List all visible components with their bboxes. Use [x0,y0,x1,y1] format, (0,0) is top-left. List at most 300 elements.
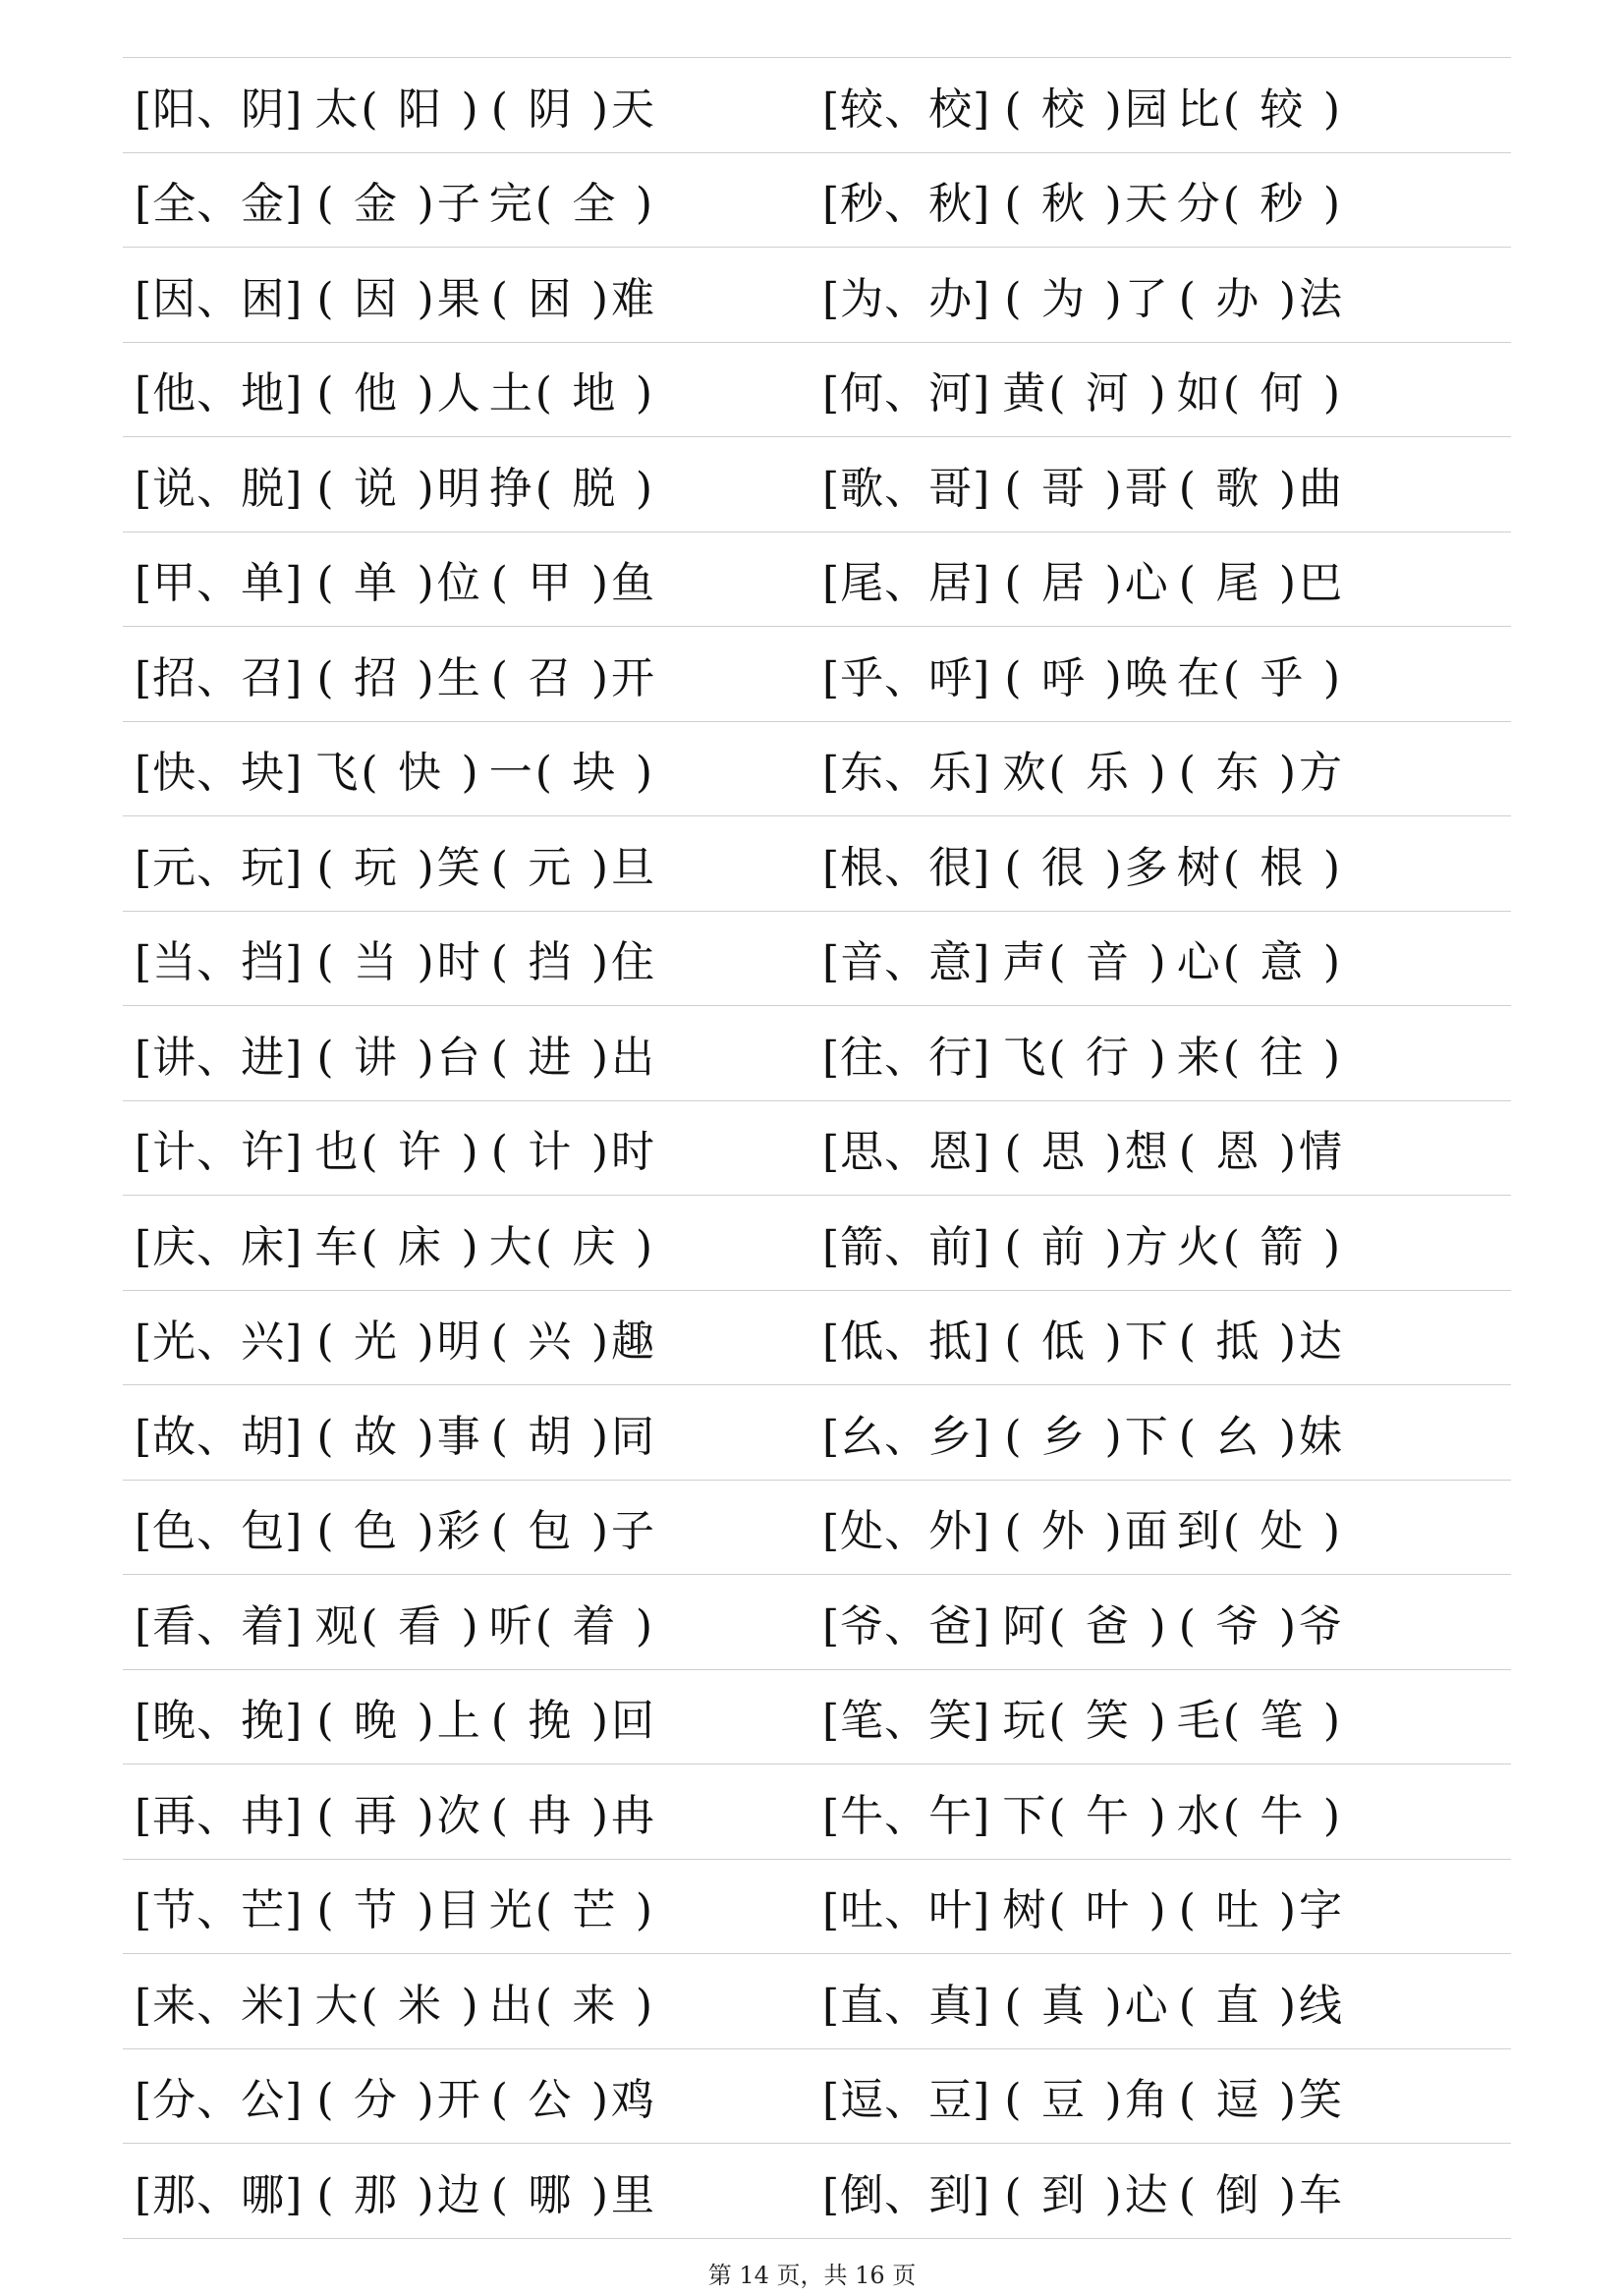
answer-character: 公 [528,2075,573,2126]
word-suffix: 妹 [1299,1411,1344,1462]
word-suffix: 了 [1124,273,1169,324]
open-paren: ( [490,84,509,135]
exercise-right-group [822,1385,1343,1480]
answer-blank [1004,74,1122,137]
word-suffix: 人 [436,368,481,420]
exercise-right-group [822,1101,1343,1196]
open-paren: ( [1048,1696,1067,1747]
close-paren: ) [1322,1506,1342,1557]
character-pair: [较、校] [822,84,991,135]
close-paren: ) [417,1316,435,1368]
character-pair: [再、冉] [135,1790,304,1841]
close-paren: ) [1278,463,1298,514]
close-paren: ) [635,368,654,420]
close-paren: ) [1104,558,1123,609]
character-pair: [逗、豆] [822,2075,991,2126]
open-paren: ( [1048,368,1067,420]
open-paren: ( [490,1316,509,1368]
close-paren: ) [1104,1980,1123,2031]
word-prefix: 观 [314,1600,360,1652]
open-paren: ( [1222,1221,1241,1272]
answer-blank [316,1875,434,1937]
open-paren: ( [1222,1790,1241,1841]
close-paren: ) [1322,652,1342,703]
close-paren: ) [1278,1316,1298,1368]
answer-character: 单 [354,558,399,609]
open-paren: ( [1004,273,1023,324]
answer-blank [1048,1022,1166,1085]
answer-character: 来 [572,1980,617,2031]
answer-character: 挽 [528,1696,573,1747]
answer-character: 前 [1041,1221,1087,1272]
word-prefix: 挣 [488,463,533,514]
word-suffix: 哥 [1124,463,1169,514]
close-paren: ) [417,937,435,988]
answer-blank [1223,643,1341,705]
answer-blank [1223,74,1341,137]
answer-blank [316,1685,434,1748]
exercise-left-group [135,2144,655,2238]
answer-character: 哪 [528,2169,573,2220]
exercise-left-group [135,1101,655,1196]
close-paren: ) [1104,1127,1123,1178]
answer-character: 午 [1086,1790,1131,1841]
answer-blank [1004,1116,1122,1179]
answer-blank [316,926,434,989]
word-prefix: 心 [1176,937,1221,988]
open-paren: ( [1222,652,1241,703]
word-suffix: 明 [436,463,481,514]
word-prefix: 树 [1176,842,1221,893]
answer-blank [1004,2064,1122,2127]
close-paren: ) [590,2169,610,2220]
character-pair: [庆、床] [135,1221,304,1272]
character-pair: [来、米] [135,1980,304,2031]
open-paren: ( [316,1032,335,1083]
character-pair: [东、乐] [822,748,991,799]
exercise-left-group [135,1481,655,1575]
word-suffix: 边 [436,2169,481,2220]
answer-blank [535,1875,653,1937]
open-paren: ( [361,1980,379,2031]
word-suffix: 唤 [1124,652,1169,703]
answer-character: 笑 [1086,1696,1131,1747]
open-paren: ( [534,1885,553,1936]
exercise-right-group [822,1196,1343,1290]
exercise-row [123,1670,1511,1765]
exercise-row [123,437,1511,532]
character-pair: [幺、乡] [822,1411,991,1462]
exercise-left-group [135,1860,655,1954]
answer-character: 秒 [1260,179,1305,230]
open-paren: ( [316,2169,335,2220]
word-prefix: 树 [1002,1885,1047,1936]
answer-character: 幺 [1215,1411,1260,1462]
answer-character: 处 [1260,1506,1305,1557]
word-suffix: 里 [611,2169,656,2220]
answer-blank [491,74,609,137]
answer-blank [1004,263,1122,326]
exercise-right-group [822,722,1343,816]
answer-blank [491,1685,609,1748]
answer-character: 往 [1260,1032,1305,1083]
exercise-right-group [822,1575,1343,1669]
character-pair: [歌、哥] [822,463,991,514]
page-footer: 第 14 页，共 16 页 [707,2262,917,2289]
open-paren: ( [490,2169,509,2220]
close-paren: ) [1104,273,1123,324]
exercise-left-group [135,1196,655,1290]
exercise-row [123,1385,1511,1481]
character-pair: [讲、进] [135,1032,304,1083]
answer-blank [535,1591,653,1653]
open-paren: ( [1048,1600,1067,1652]
exercise-row [123,248,1511,343]
close-paren: ) [1104,652,1123,703]
close-paren: ) [1148,368,1167,420]
answer-character: 哥 [1041,463,1087,514]
word-suffix: 子 [436,179,481,230]
character-pair: [音、意] [822,937,991,988]
answer-blank [1179,737,1297,800]
answer-character: 牛 [1260,1790,1305,1841]
answer-character: 逗 [1215,2075,1260,2126]
close-paren: ) [1148,937,1167,988]
word-suffix: 笑 [436,842,481,893]
word-prefix: 比 [1176,84,1221,135]
open-paren: ( [1004,558,1023,609]
close-paren: ) [417,1411,435,1462]
open-paren: ( [1004,1221,1023,1272]
answer-character: 乐 [1086,748,1131,799]
word-suffix: 笑 [1299,2075,1344,2126]
close-paren: ) [1148,1790,1167,1841]
close-paren: ) [1278,2075,1298,2126]
answer-character: 校 [1041,84,1087,135]
open-paren: ( [1048,1032,1067,1083]
close-paren: ) [461,1980,479,2031]
answer-blank [491,1401,609,1464]
answer-character: 招 [354,652,399,703]
close-paren: ) [1278,1980,1298,2031]
close-paren: ) [635,1600,654,1652]
answer-blank [1223,1495,1341,1558]
word-suffix: 天 [611,84,656,135]
close-paren: ) [461,748,479,799]
character-pair: [阳、阴] [135,84,304,135]
answer-blank [535,737,653,800]
answer-blank [491,926,609,989]
open-paren: ( [1178,558,1197,609]
answer-blank [1004,643,1122,705]
close-paren: ) [1104,84,1123,135]
close-paren: ) [1278,558,1298,609]
exercise-left-group [135,816,655,911]
open-paren: ( [1222,368,1241,420]
exercise-left-group [135,1291,655,1385]
word-suffix: 方 [1124,1221,1169,1272]
word-suffix: 线 [1299,1980,1344,2031]
open-paren: ( [534,463,553,514]
close-paren: ) [635,748,654,799]
word-suffix: 天 [1124,179,1169,230]
exercise-left-group [135,343,655,437]
answer-blank [361,1591,478,1653]
close-paren: ) [417,2169,435,2220]
open-paren: ( [1048,937,1067,988]
character-pair: [甲、单] [135,558,304,609]
exercise-row [123,1860,1511,1955]
close-paren: ) [417,1885,435,1936]
open-paren: ( [490,1696,509,1747]
open-paren: ( [316,1316,335,1368]
answer-blank [1223,168,1341,231]
word-prefix: 大 [488,1221,533,1272]
word-prefix: 火 [1176,1221,1221,1272]
word-suffix: 冉 [611,1790,656,1841]
open-paren: ( [361,84,379,135]
close-paren: ) [417,1696,435,1747]
character-pair: [爷、爸] [822,1600,991,1652]
character-pair: [倒、到] [822,2169,991,2220]
close-paren: ) [461,1221,479,1272]
open-paren: ( [316,652,335,703]
close-paren: ) [590,652,610,703]
open-paren: ( [1178,2169,1197,2220]
answer-character: 爷 [1215,1600,1260,1652]
open-paren: ( [534,368,553,420]
word-suffix: 目 [436,1885,481,1936]
open-paren: ( [1222,1506,1241,1557]
character-pair: [思、恩] [822,1127,991,1178]
answer-blank [1223,358,1341,420]
close-paren: ) [1322,1696,1342,1747]
word-suffix: 彩 [436,1506,481,1557]
open-paren: ( [490,558,509,609]
answer-character: 晚 [354,1696,399,1747]
open-paren: ( [534,748,553,799]
open-paren: ( [1222,1696,1241,1747]
answer-character: 兴 [528,1316,573,1368]
answer-blank [491,2064,609,2127]
close-paren: ) [461,1127,479,1178]
answer-blank [361,1211,478,1274]
answer-character: 召 [528,652,573,703]
exercise-right-group [822,2144,1343,2238]
open-paren: ( [534,179,553,230]
answer-blank [316,1022,434,1085]
word-suffix: 时 [436,937,481,988]
answer-character: 音 [1086,937,1131,988]
character-pair: [秒、秋] [822,179,991,230]
word-suffix: 多 [1124,842,1169,893]
character-pair: [箭、前] [822,1221,991,1272]
open-paren: ( [490,1032,509,1083]
exercise-row [123,1954,1511,2049]
open-paren: ( [1178,748,1197,799]
open-paren: ( [1004,842,1023,893]
exercise-left-group [135,1670,655,1764]
word-suffix: 事 [436,1411,481,1462]
answer-blank [1179,1970,1297,2033]
answer-character: 东 [1215,748,1260,799]
close-paren: ) [461,84,479,135]
open-paren: ( [316,1790,335,1841]
exercise-right-group [822,627,1343,721]
word-prefix: 飞 [314,748,360,799]
word-prefix: 毛 [1176,1696,1221,1747]
word-suffix: 车 [1299,2169,1344,2220]
exercise-row [123,1481,1511,1576]
character-pair: [说、脱] [135,463,304,514]
exercise-right-group [822,1954,1343,2048]
answer-blank [1004,1211,1122,1274]
exercise-left-group [135,1954,655,2048]
word-suffix: 法 [1299,273,1344,324]
open-paren: ( [1004,1411,1023,1462]
exercise-right-group [822,816,1343,911]
character-pair: [他、地] [135,368,304,420]
answer-character: 外 [1041,1506,1087,1557]
character-pair: [全、金] [135,179,304,230]
character-pair: [低、抵] [822,1316,991,1368]
open-paren: ( [1178,1600,1197,1652]
answer-character: 吐 [1215,1885,1260,1936]
exercise-row [123,1764,1511,1860]
open-paren: ( [361,748,379,799]
answer-blank [491,2159,609,2222]
answer-character: 挡 [528,937,573,988]
close-paren: ) [590,273,610,324]
character-pair: [何、河] [822,368,991,420]
word-prefix: 大 [314,1980,360,2031]
answer-character: 元 [528,842,573,893]
close-paren: ) [590,1316,610,1368]
close-paren: ) [1104,1316,1123,1368]
answer-blank [535,168,653,231]
answer-blank [1223,832,1341,895]
exercise-row [123,153,1511,249]
exercise-right-group [822,1860,1343,1954]
close-paren: ) [590,1506,610,1557]
close-paren: ) [417,368,435,420]
close-paren: ) [1278,1411,1298,1462]
answer-blank [1048,737,1166,800]
exercise-right-group [822,1481,1343,1575]
word-suffix: 曲 [1299,463,1344,514]
word-suffix: 情 [1299,1127,1344,1178]
word-prefix: 来 [1176,1032,1221,1083]
word-suffix: 心 [1124,1980,1169,2031]
open-paren: ( [490,1411,509,1462]
character-pair: [乎、呼] [822,652,991,703]
answer-character: 块 [572,748,617,799]
exercise-row [123,2144,1511,2239]
word-prefix: 玩 [1002,1696,1047,1747]
answer-character: 思 [1041,1127,1087,1178]
answer-blank [1179,1401,1297,1464]
close-paren: ) [1104,1411,1123,1462]
word-suffix: 生 [436,652,481,703]
character-pair: [元、玩] [135,842,304,893]
answer-character: 米 [398,1980,443,2031]
answer-blank [316,1306,434,1369]
close-paren: ) [1104,2075,1123,2126]
close-paren: ) [417,652,435,703]
word-suffix: 心 [1124,558,1169,609]
word-suffix: 时 [611,1127,656,1178]
exercise-row [123,816,1511,912]
exercise-right-group [822,912,1343,1006]
close-paren: ) [590,1411,610,1462]
exercise-left-group [135,437,655,532]
answer-character: 那 [354,2169,399,2220]
open-paren: ( [1178,1316,1197,1368]
open-paren: ( [1178,1885,1197,1936]
close-paren: ) [590,1696,610,1747]
answer-blank [1179,263,1297,326]
open-paren: ( [316,2075,335,2126]
open-paren: ( [1178,463,1197,514]
answer-blank [1223,1022,1341,1085]
exercise-row [123,2049,1511,2145]
word-prefix: 飞 [1002,1032,1047,1083]
answer-blank [316,168,434,231]
answer-blank [1179,453,1297,516]
open-paren: ( [1222,179,1241,230]
open-paren: ( [534,1600,553,1652]
open-paren: ( [490,273,509,324]
answer-character: 困 [528,273,573,324]
close-paren: ) [590,2075,610,2126]
open-paren: ( [490,937,509,988]
answer-character: 呼 [1041,652,1087,703]
word-prefix: 阿 [1002,1600,1047,1652]
answer-blank [316,1780,434,1843]
word-suffix: 次 [436,1790,481,1841]
close-paren: ) [417,558,435,609]
character-pair: [晚、挽] [135,1696,304,1747]
answer-blank [1223,1685,1341,1748]
close-paren: ) [1148,1032,1167,1083]
close-paren: ) [1278,1885,1298,1936]
open-paren: ( [1048,748,1067,799]
answer-character: 为 [1041,273,1087,324]
close-paren: ) [417,1032,435,1083]
close-paren: ) [1104,1221,1123,1272]
character-pair: [光、兴] [135,1316,304,1368]
answer-blank [1223,1211,1341,1274]
close-paren: ) [590,558,610,609]
open-paren: ( [1222,84,1241,135]
character-pair: [根、很] [822,842,991,893]
open-paren: ( [1222,1032,1241,1083]
word-prefix: 听 [488,1600,533,1652]
open-paren: ( [316,1885,335,1936]
word-prefix: 在 [1176,652,1221,703]
answer-character: 计 [528,1127,573,1178]
close-paren: ) [1278,1127,1298,1178]
answer-character: 叶 [1086,1885,1131,1936]
answer-character: 全 [572,179,617,230]
answer-character: 直 [1215,1980,1260,2031]
exercise-row [123,532,1511,628]
answer-blank [1223,1780,1341,1843]
answer-blank [1223,926,1341,989]
exercise-row [123,627,1511,722]
answer-character: 脱 [572,463,617,514]
word-suffix: 子 [611,1506,656,1557]
